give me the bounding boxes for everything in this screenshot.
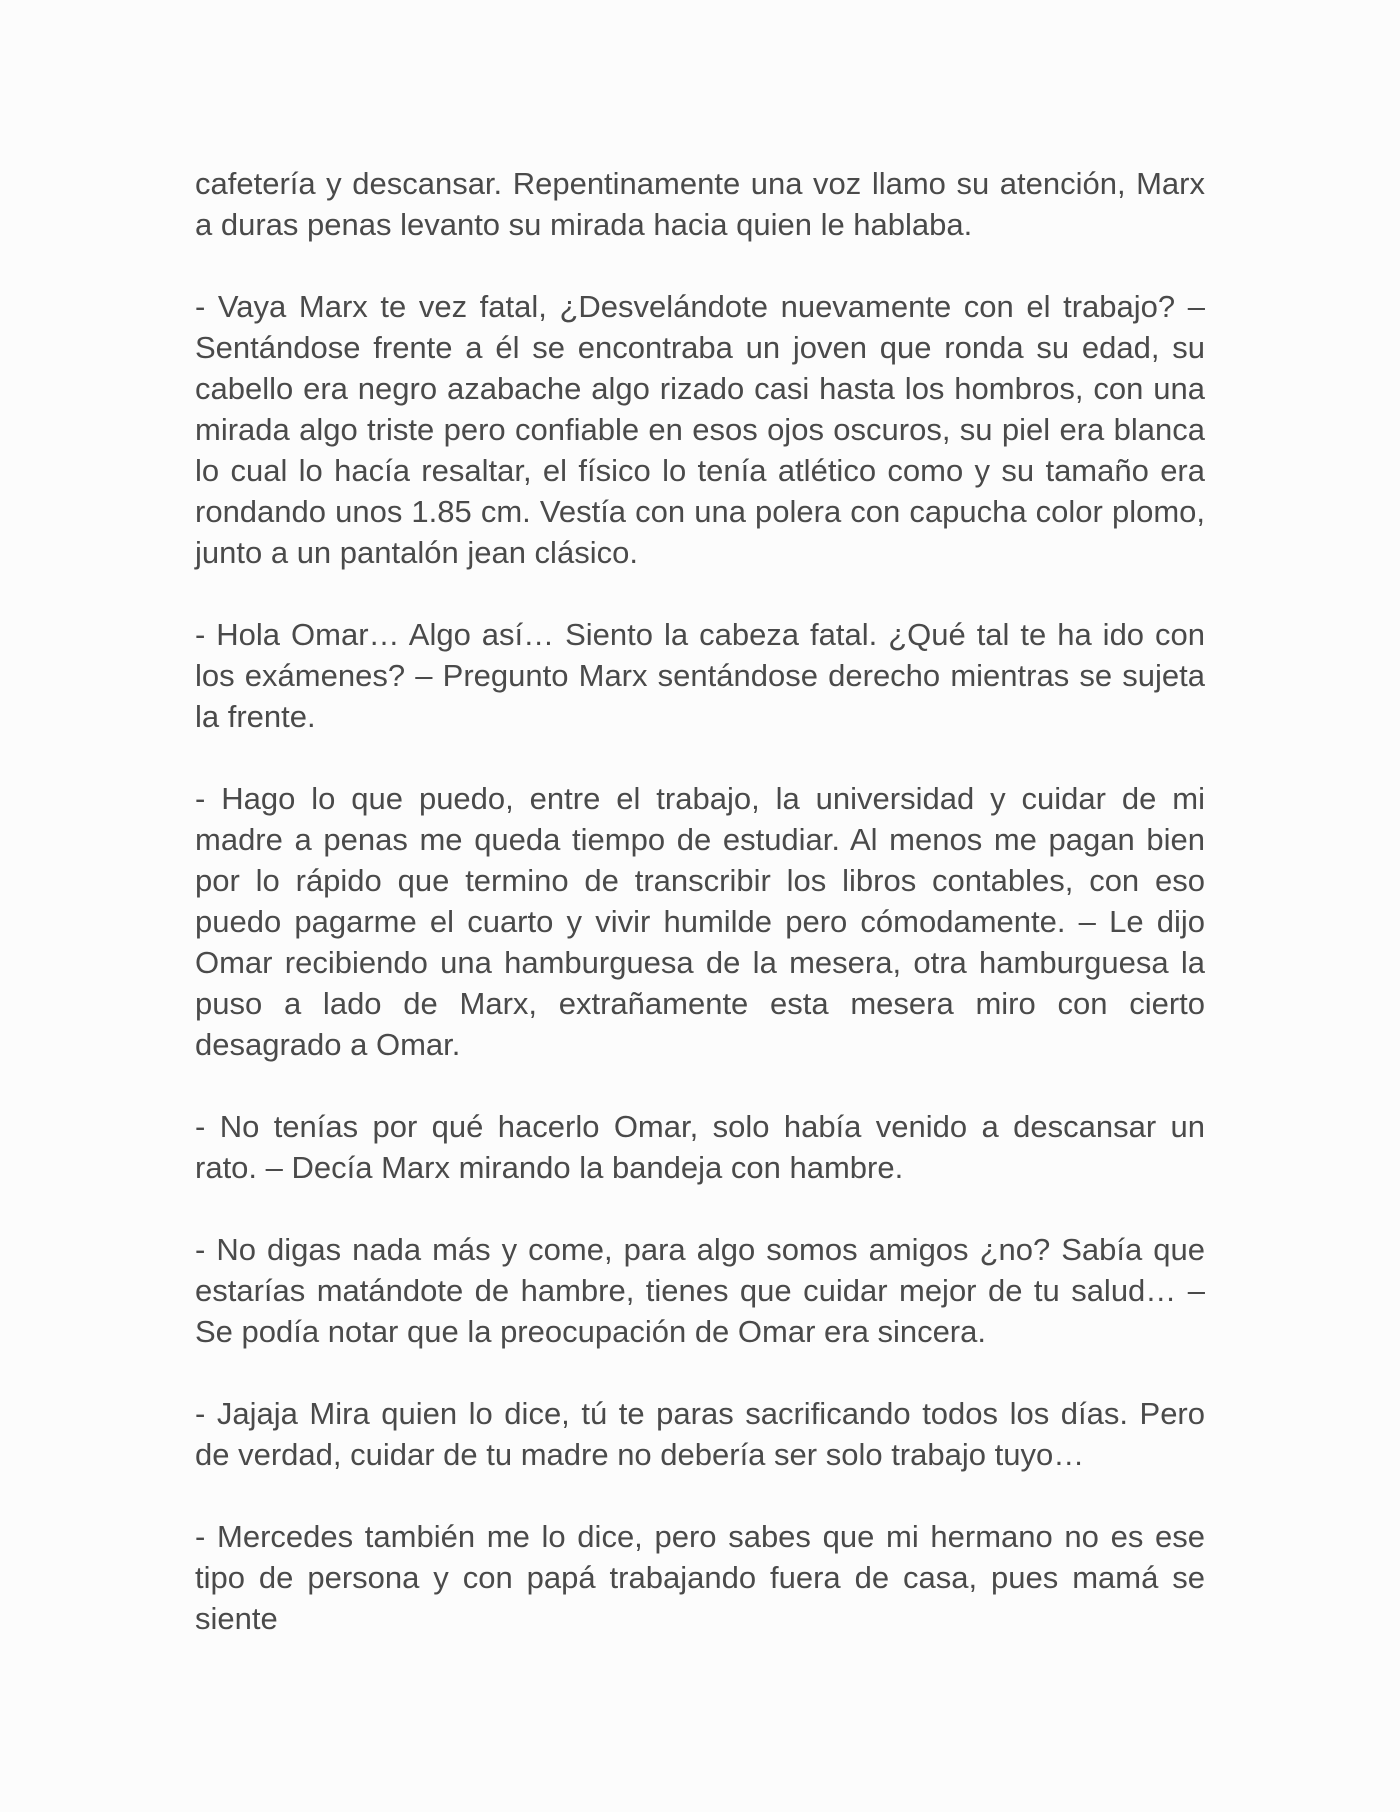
paragraph: - Vaya Marx te vez fatal, ¿Desvelándote nuevamente con el trabajo? – Sentándose frente a él se encontraba un joven que ronda su edad, su cabello era negro azabache algo rizado casi hasta los hombros, con una mirada algo triste pero confiable en esos ojos oscuros, su piel era blanca lo cual lo hacía resaltar, el físico lo tenía atlético como y su tamaño era rondando unos 1.85 cm. Vestía con una polera con capucha color plomo, junto a un pantalón jean clásico. — [195, 289, 1205, 570]
paragraph: - Hola Omar… Algo así… Siento la cabeza fatal. ¿Qué tal te ha ido con los exámenes? – Pregunto Marx sentándose derecho mientras se sujeta la frente. — [195, 617, 1205, 734]
paragraph: cafetería y descansar. Repentinamente una voz llamo su atención, Marx a duras penas levanto su mirada hacia quien le hablaba. — [195, 166, 1205, 242]
paragraph: - No tenías por qué hacerlo Omar, solo había venido a descansar un rato. – Decía Marx mirando la bandeja con hambre. — [195, 1109, 1205, 1185]
document-body — [195, 163, 1205, 1639]
paragraph: - Hago lo que puedo, entre el trabajo, la universidad y cuidar de mi madre a penas me queda tiempo de estudiar. Al menos me pagan bien por lo rápido que termino de transcribir los libros contables, con eso puedo pagarme el cuarto y vivir humilde pero cómodamente. – Le dijo Omar recibiendo una hamburguesa de la mesera, otra hamburguesa la puso a lado de Marx, extrañamente esta mesera miro con cierto desagrado a Omar. — [195, 781, 1205, 1062]
paragraph: - No digas nada más y come, para algo somos amigos ¿no? Sabía que estarías matándote de hambre, tienes que cuidar mejor de tu salud… – Se podía notar que la preocupación de Omar era sincera. — [195, 1232, 1205, 1349]
paragraph: - Jajaja Mira quien lo dice, tú te paras sacrificando todos los días. Pero de verdad, cuidar de tu madre no debería ser solo trabajo tuyo… — [195, 1396, 1205, 1472]
paragraph: - Mercedes también me lo dice, pero sabes que mi hermano no es ese tipo de persona y con papá trabajando fuera de casa, pues mamá se siente — [195, 1519, 1205, 1636]
